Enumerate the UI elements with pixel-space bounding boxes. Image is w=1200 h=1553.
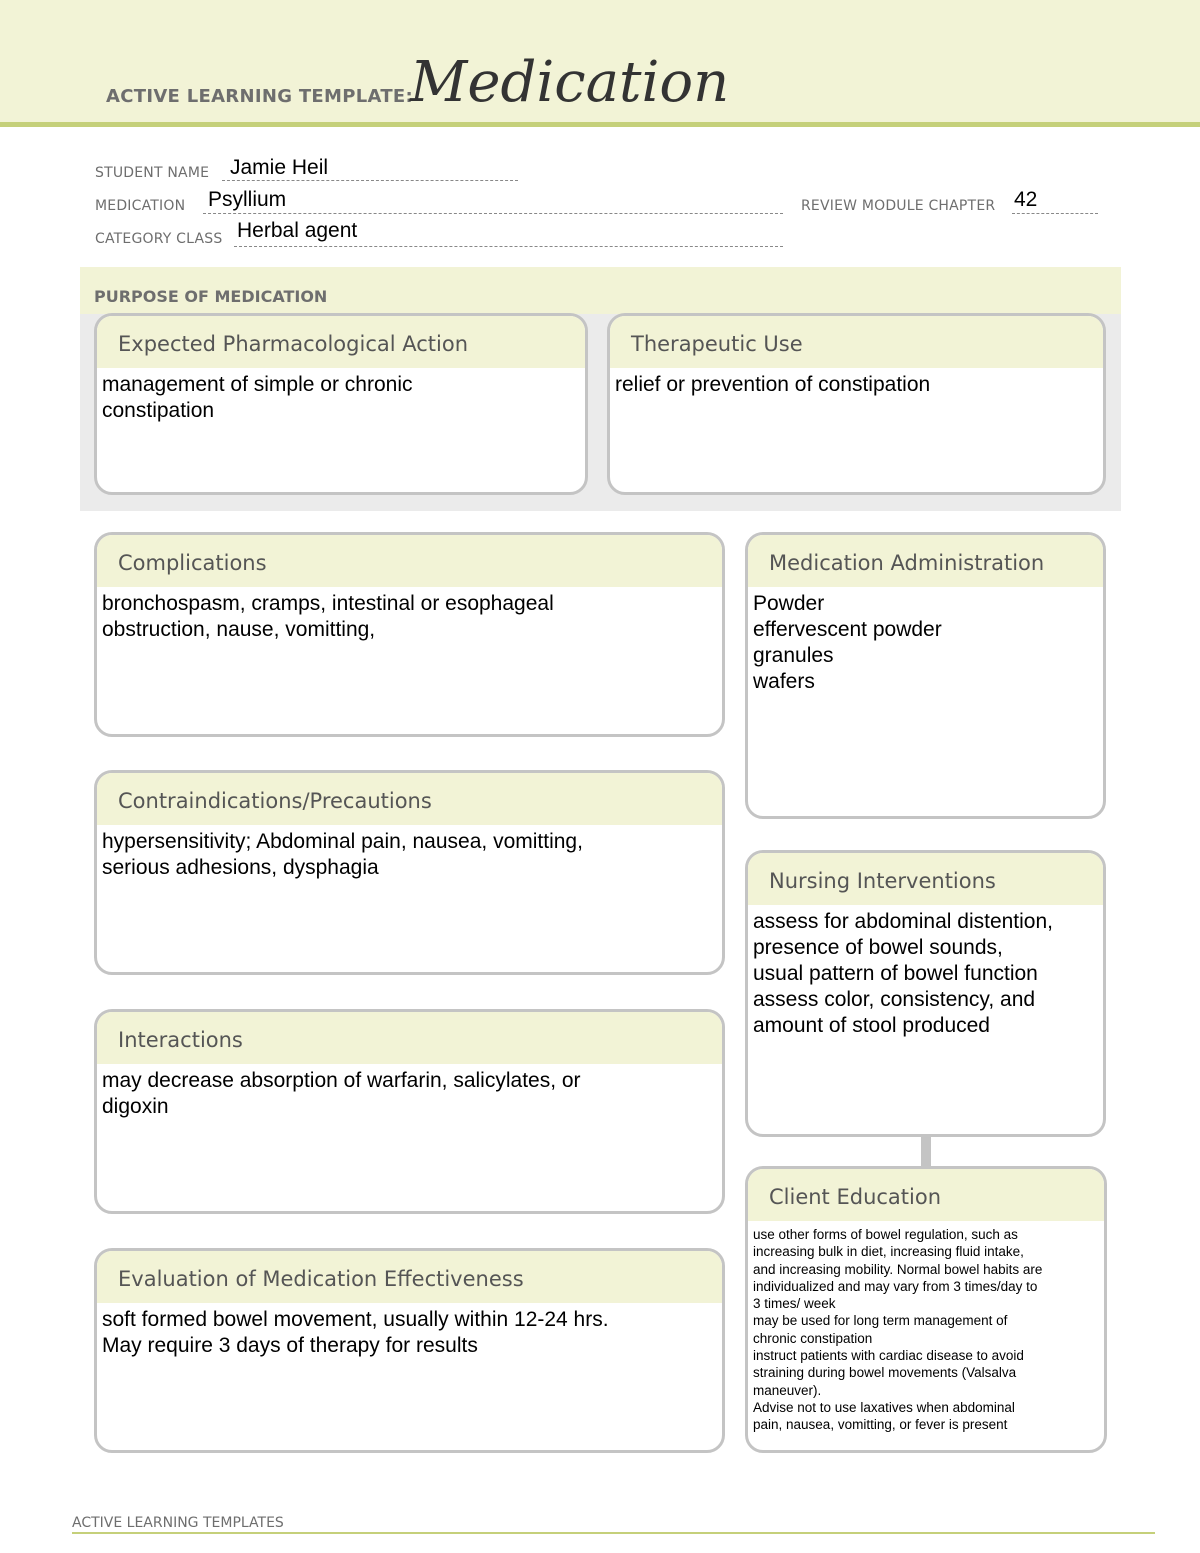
nursing-interventions-box	[745, 850, 1106, 1137]
text-line: soft formed bowel movement, usually within 12-24 hrs.	[102, 1308, 609, 1331]
purpose-label: PURPOSE OF MEDICATION	[94, 287, 328, 306]
text-line: individualized and may vary from 3 times/day to	[753, 1278, 1038, 1294]
review-module-chapter-value: 42	[1014, 188, 1038, 211]
client-education-text	[748, 1221, 1104, 1434]
header-rule	[0, 122, 1200, 127]
client-education-box	[745, 1166, 1107, 1453]
footer-rule	[72, 1532, 1155, 1534]
category-class-line	[234, 246, 783, 247]
text-line: 3 times/ week	[753, 1296, 836, 1312]
text-line: pain, nausea, vomitting, or fever is present	[753, 1417, 1008, 1433]
text-line: may decrease absorption of warfarin, salicylates, or	[102, 1069, 581, 1092]
text-line: digoxin	[102, 1095, 169, 1118]
text-line: may be used for long term management of	[753, 1313, 1008, 1329]
text-line: May require 3 days of therapy for results	[102, 1334, 478, 1357]
contraindications-title: Contraindications/Precautions	[97, 773, 722, 825]
expected-action-title: Expected Pharmacological Action	[97, 316, 585, 368]
footer-text: ACTIVE LEARNING TEMPLATES	[72, 1515, 284, 1531]
student-name-label: STUDENT NAME	[95, 165, 210, 181]
text-line: assess color, consistency, and	[753, 988, 1036, 1011]
text-line: constipation	[102, 399, 215, 422]
review-module-chapter-line	[1012, 213, 1098, 214]
complications-text	[97, 587, 722, 643]
text-line: Powder	[753, 592, 825, 615]
client-education-title: Client Education	[748, 1169, 1104, 1221]
text-line: use other forms of bowel regulation, such as	[753, 1227, 1018, 1242]
page-title: Medication	[410, 50, 730, 115]
text-line: serious adhesions, dysphagia	[102, 856, 379, 879]
medication-label: MEDICATION	[95, 198, 186, 214]
nursing-interventions-text	[748, 905, 1103, 1039]
interactions-box	[94, 1009, 725, 1214]
text-line: assess for abdominal distention,	[753, 910, 1053, 933]
text-line: instruct patients with cardiac disease to avoid	[753, 1348, 1024, 1364]
text-line: presence of bowel sounds,	[753, 936, 1003, 959]
interactions-title: Interactions	[97, 1012, 722, 1064]
contraindications-box	[94, 770, 725, 975]
medication-value: Psyllium	[208, 188, 287, 211]
text-line: Advise not to use laxatives when abdominal	[753, 1399, 1015, 1415]
student-name-line	[222, 180, 518, 181]
text-line: hypersensitivity; Abdominal pain, nausea, vomitting,	[102, 830, 583, 853]
text-line: maneuver).	[753, 1382, 822, 1398]
text-line: wafers	[753, 670, 815, 693]
evaluation-title: Evaluation of Medication Effectiveness	[97, 1251, 722, 1303]
therapeutic-use-box	[607, 313, 1106, 495]
category-class-label: CATEGORY CLASS	[95, 231, 223, 247]
administration-text	[748, 587, 1103, 695]
text-line: bronchospasm, cramps, intestinal or esophageal	[102, 592, 554, 615]
box-connector	[921, 1136, 931, 1166]
complications-title: Complications	[97, 535, 722, 587]
text-line: management of simple or chronic	[102, 373, 413, 396]
evaluation-box	[94, 1248, 725, 1453]
text-line: effervescent powder	[753, 618, 942, 641]
text-line: and increasing mobility. Normal bowel habits are	[753, 1261, 1043, 1277]
nursing-interventions-title: Nursing Interventions	[748, 853, 1103, 905]
text-line: chronic constipation	[753, 1330, 873, 1346]
therapeutic-use-title: Therapeutic Use	[610, 316, 1103, 368]
text-line: usual pattern of bowel function	[753, 962, 1038, 985]
expected-action-box	[94, 313, 588, 495]
medication-line	[203, 213, 783, 214]
text-line: increasing bulk in diet, increasing fluid intake,	[753, 1244, 1024, 1260]
category-class-value: Herbal agent	[237, 219, 358, 242]
therapeutic-use-text	[610, 368, 1103, 398]
evaluation-text	[97, 1303, 722, 1359]
expected-action-text	[97, 368, 585, 424]
text-line: granules	[753, 644, 834, 667]
complications-box	[94, 532, 725, 737]
text-line: amount of stool produced	[753, 1014, 990, 1037]
contraindications-text	[97, 825, 722, 881]
administration-box	[745, 532, 1106, 819]
student-name-value: Jamie Heil	[230, 156, 329, 179]
administration-title: Medication Administration	[748, 535, 1103, 587]
text-line: relief or prevention of constipation	[615, 373, 931, 396]
interactions-text	[97, 1064, 722, 1120]
review-module-chapter-label: REVIEW MODULE CHAPTER	[801, 198, 996, 214]
template-label: ACTIVE LEARNING TEMPLATE:	[106, 86, 413, 107]
text-line: straining during bowel movements (Valsalva	[753, 1365, 1017, 1381]
text-line: obstruction, nause, vomitting,	[102, 618, 376, 641]
